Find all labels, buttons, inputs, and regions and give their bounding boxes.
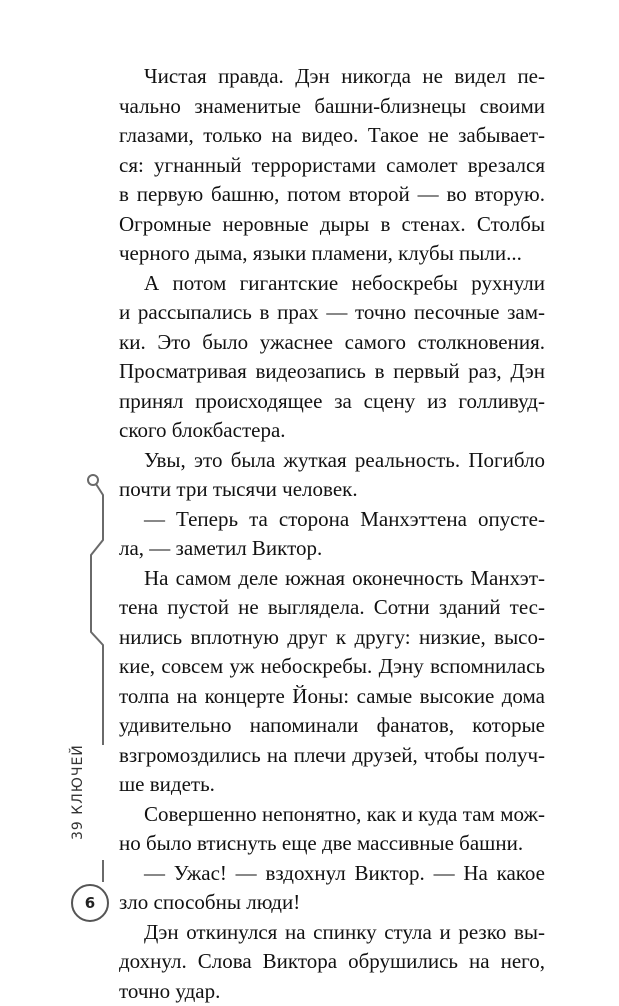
text-line: — Теперь та сторона Манхэттена опусте- — [119, 505, 545, 535]
text-line: ла, — заметил Виктор. — [119, 534, 545, 564]
text-line: ки. Это было ужаснее самого столкновения. — [119, 328, 545, 358]
paragraph — [119, 446, 545, 505]
text-line: На самом деле южная оконечность Манхэт- — [119, 564, 545, 594]
text-line: в первую башню, потом второй — во вторую. — [119, 180, 545, 210]
text-line: кие, совсем уж небоскребы. Дэну вспомнилась — [119, 652, 545, 682]
paragraph — [119, 62, 545, 269]
text-line: дохнул. Слова Виктора обрушились на него, — [119, 947, 545, 977]
text-line: ского блокбастера. — [119, 416, 545, 446]
text-line: Увы, это была жуткая реальность. Погибло — [119, 446, 545, 476]
text-line: — Ужас! — вздохнул Виктор. — На какое — [119, 859, 545, 889]
paragraph — [119, 505, 545, 564]
text-line: Чистая правда. Дэн никогда не видел пе- — [119, 62, 545, 92]
paragraph — [119, 859, 545, 918]
text-line: но было втиснуть еще две массивные башни. — [119, 829, 545, 859]
text-line: А потом гигантские небоскребы рухнули — [119, 269, 545, 299]
text-line: ше видеть. — [119, 770, 545, 800]
text-line: нились вплотную друг к другу: низкие, высо- — [119, 623, 545, 653]
text-line: Огромные неровные дыры в стенах. Столбы — [119, 210, 545, 240]
paragraph — [119, 800, 545, 859]
body-text — [119, 62, 545, 1006]
text-line: почти три тысячи человек. — [119, 475, 545, 505]
paragraph — [119, 269, 545, 446]
text-line: удивительно напоминали фанатов, которые — [119, 711, 545, 741]
text-line: Просматривая видеозапись в первый раз, Дэн — [119, 357, 545, 387]
running-book-title: 39 КЛЮЧЕЙ — [70, 740, 90, 840]
ornament-line — [91, 484, 103, 745]
text-line: Совершенно непонятно, как и куда там мож- — [119, 800, 545, 830]
text-line: чально знаменитые башни-близнецы своими — [119, 92, 545, 122]
text-line: точно удар. — [119, 977, 545, 1006]
text-line: и рассыпались в прах — точно песочные зам- — [119, 298, 545, 328]
text-line: взгромоздились на плечи друзей, чтобы получ- — [119, 741, 545, 771]
text-line: толпа на концерте Йоны: самые высокие дома — [119, 682, 545, 712]
text-line: глазами, только на видео. Такое не забывает- — [119, 121, 545, 151]
text-line: тена пустой не выглядела. Сотни зданий тес- — [119, 593, 545, 623]
paragraph — [119, 564, 545, 800]
paragraph — [119, 918, 545, 1006]
text-line: Дэн откинулся на спинку стула и резко вы- — [119, 918, 545, 948]
text-line: принял происходящее за сцену из голливуд- — [119, 387, 545, 417]
ornament-top-node — [88, 475, 98, 485]
text-line: зло способны люди! — [119, 888, 545, 918]
text-line: ся: угнанный террористами самолет врезался — [119, 151, 545, 181]
page-number: 6 — [71, 884, 109, 922]
text-line: черного дыма, языки пламени, клубы пыли... — [119, 239, 545, 269]
